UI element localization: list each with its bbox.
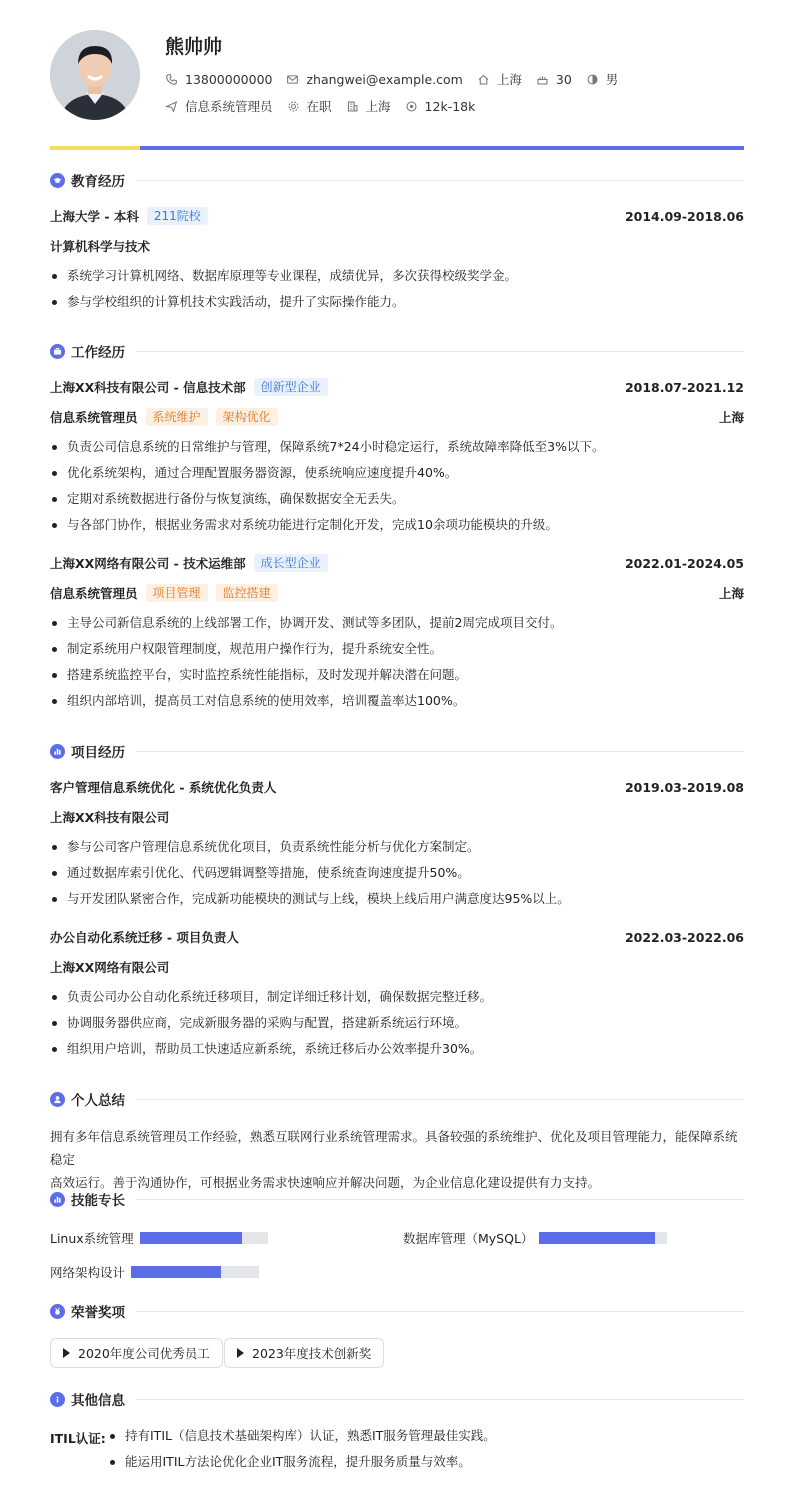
city-text: 上海 bbox=[496, 72, 522, 87]
gender-text: 男 bbox=[605, 72, 619, 87]
status-text: 在职 bbox=[306, 99, 332, 114]
role-tag: 监控搭建 bbox=[216, 584, 278, 602]
major-name: 计算机科学与技术 bbox=[50, 239, 151, 254]
user-icon bbox=[50, 1092, 65, 1107]
education-bullets bbox=[50, 267, 744, 319]
role-name: 信息系统管理员 bbox=[50, 586, 138, 601]
section-header bbox=[50, 1189, 744, 1209]
section-title: 工作经历 bbox=[71, 345, 125, 361]
resume-header bbox=[50, 30, 744, 140]
section-header bbox=[50, 170, 744, 190]
company-tag: 成长型企业 bbox=[254, 554, 328, 572]
list-item: 组织内部培训，提高员工对信息系统的使用效率，培训覆盖率达100%。 bbox=[50, 692, 744, 718]
list-item: 搭建系统监控平台，实时监控系统性能指标，及时发现并解决潜在问题。 bbox=[50, 666, 744, 692]
info-icon bbox=[50, 1392, 65, 1407]
section-title: 项目经历 bbox=[71, 745, 125, 761]
list-item: 定期对系统数据进行备份与恢复演练，确保数据安全无丢失。 bbox=[50, 490, 744, 516]
section-title: 其他信息 bbox=[71, 1393, 125, 1409]
bar-chart-icon bbox=[50, 1192, 65, 1207]
section-title: 教育经历 bbox=[71, 174, 125, 190]
work-role-row bbox=[50, 584, 744, 602]
email-item bbox=[286, 72, 462, 87]
work-role-row bbox=[50, 408, 744, 426]
gender-item bbox=[586, 70, 619, 88]
project-bullets bbox=[50, 838, 744, 916]
work-bullets bbox=[50, 614, 744, 718]
list-item: 与各部门协作，根据业务需求对系统功能进行定制化开发，完成10余项功能模块的升级。 bbox=[50, 516, 744, 542]
project-entry-header bbox=[50, 778, 744, 796]
section-header bbox=[50, 741, 744, 761]
list-item: 系统学习计算机网络、数据库原理等专业课程，成绩优异，多次获得校级奖学金。 bbox=[50, 267, 744, 293]
list-item: 通过数据库索引优化、代码逻辑调整等措施，使系统查询速度提升50%。 bbox=[50, 864, 744, 890]
project-period: 2022.03-2022.06 bbox=[624, 929, 744, 945]
list-item: 协调服务器供应商，完成新服务器的采购与配置，搭建新系统运行环境。 bbox=[50, 1014, 744, 1040]
phone-text: 13800000000 bbox=[185, 71, 273, 87]
project-title: 办公自动化系统迁移 - 项目负责人 bbox=[50, 930, 239, 945]
age-item bbox=[536, 72, 572, 87]
role-tag: 架构优化 bbox=[216, 408, 278, 426]
triangle-icon bbox=[63, 1348, 70, 1358]
skill-bar bbox=[140, 1232, 268, 1244]
list-item: 主导公司新信息系统的上线部署工作，协调开发、测试等多团队，提前2周完成项目交付。 bbox=[50, 614, 744, 640]
work-city-text: 上海 bbox=[365, 99, 391, 114]
section-header bbox=[50, 341, 744, 361]
other-section bbox=[50, 1389, 744, 1469]
education-entry-header bbox=[50, 207, 744, 225]
list-item: 负责公司信息系统的日常维护与管理，保障系统7*24小时稳定运行，系统故障率降低至3%以下。 bbox=[50, 438, 744, 464]
project-title: 客户管理信息系统优化 - 系统优化负责人 bbox=[50, 780, 277, 795]
award-text: 2023年度技术创新奖 bbox=[252, 1346, 372, 1361]
role-tag: 系统维护 bbox=[146, 408, 208, 426]
skill-item bbox=[50, 1263, 259, 1281]
skill-bar bbox=[539, 1232, 667, 1244]
bar-chart-icon bbox=[50, 744, 65, 759]
mail-icon bbox=[286, 73, 299, 86]
project-company: 上海XX科技有限公司 bbox=[50, 810, 170, 825]
list-item: 制定系统用户权限管理制度，规范用户操作行为，提升系统安全性。 bbox=[50, 640, 744, 666]
section-header bbox=[50, 1089, 744, 1109]
job-row bbox=[165, 97, 489, 115]
company-name: 上海XX网络有限公司 - 技术运维部 bbox=[50, 556, 246, 571]
phone-icon bbox=[165, 73, 178, 86]
project-period: 2019.03-2019.08 bbox=[624, 779, 744, 795]
skill-name: 网络架构设计 bbox=[50, 1265, 126, 1280]
summary-text: 拥有多年信息系统管理员工作经验，熟悉互联网行业系统管理需求。具备较强的系统维护、优化及项目管理能力，能保障系统稳定 高效运行。善于沟通协作，可根据业务需求快速响应并解决问题，为企业信息化建设提供有力支持。 bbox=[50, 1129, 738, 1190]
work-entry-header bbox=[50, 378, 744, 396]
skill-name: Linux系统管理 bbox=[50, 1231, 134, 1246]
award-badge bbox=[50, 1338, 223, 1368]
skill-bar-fill bbox=[539, 1232, 654, 1244]
list-item: 持有ITIL（信息技术基础架构库）认证，熟悉IT服务管理最佳实践。 bbox=[108, 1427, 744, 1453]
cake-icon bbox=[536, 73, 549, 86]
header-divider bbox=[50, 146, 744, 150]
gear-icon bbox=[287, 100, 300, 113]
list-item: 组织用户培训，帮助员工快速适应新系统，系统迁移后办公效率提升30%。 bbox=[50, 1040, 744, 1066]
building-icon bbox=[346, 100, 359, 113]
project-bullets bbox=[50, 988, 744, 1066]
section-header bbox=[50, 1301, 744, 1321]
job-item bbox=[165, 97, 273, 115]
candidate-name: 熊帅帅 bbox=[165, 36, 223, 58]
section-header bbox=[50, 1389, 744, 1409]
city-item bbox=[477, 70, 522, 88]
list-item: 参与公司客户管理信息系统优化项目，负责系统性能分析与优化方案制定。 bbox=[50, 838, 744, 864]
triangle-icon bbox=[237, 1348, 244, 1358]
work-city-item bbox=[346, 97, 391, 115]
gender-icon bbox=[586, 73, 599, 86]
award-text: 2020年度公司优秀员工 bbox=[78, 1346, 210, 1361]
work-period: 2018.07-2021.12 bbox=[624, 379, 744, 395]
skill-name: 数据库管理（MySQL） bbox=[403, 1231, 534, 1246]
work-location: 上海 bbox=[718, 586, 744, 601]
skills-section bbox=[50, 1189, 744, 1280]
medal-icon bbox=[50, 1304, 65, 1319]
skill-bar-fill bbox=[131, 1266, 221, 1278]
school-tag: 211院校 bbox=[147, 207, 208, 225]
work-section bbox=[50, 341, 744, 708]
job-text: 信息系统管理员 bbox=[185, 99, 273, 114]
skill-item bbox=[50, 1229, 268, 1247]
send-icon bbox=[165, 100, 178, 113]
salary-item bbox=[405, 99, 476, 114]
skill-item bbox=[403, 1229, 667, 1247]
certification-label: ITIL认证: bbox=[50, 1431, 106, 1446]
section-title: 技能专长 bbox=[71, 1193, 125, 1209]
company-name: 上海XX科技有限公司 - 信息技术部 bbox=[50, 380, 246, 395]
avatar bbox=[50, 30, 140, 120]
coin-icon bbox=[405, 100, 418, 113]
list-item: 能运用ITIL方法论优化企业IT服务流程，提升服务质量与效率。 bbox=[108, 1453, 744, 1479]
certification-bullets bbox=[108, 1427, 744, 1479]
summary-section bbox=[50, 1089, 744, 1190]
home-icon bbox=[477, 73, 490, 86]
list-item: 优化系统架构，通过合理配置服务器资源，使系统响应速度提升40%。 bbox=[50, 464, 744, 490]
briefcase-icon bbox=[50, 344, 65, 359]
phone-item bbox=[165, 72, 272, 87]
salary-text: 12k-18k bbox=[424, 98, 476, 114]
list-item: 参与学校组织的计算机技术实践活动，提升了实际操作能力。 bbox=[50, 293, 744, 319]
status-item bbox=[287, 97, 332, 115]
project-entry-header bbox=[50, 928, 744, 946]
education-section bbox=[50, 170, 744, 309]
work-location: 上海 bbox=[718, 410, 744, 425]
list-item: 与开发团队紧密合作，完成新功能模块的测试与上线，模块上线后用户满意度达95%以上。 bbox=[50, 890, 744, 916]
role-tag: 项目管理 bbox=[146, 584, 208, 602]
work-entry-header bbox=[50, 554, 744, 572]
project-company: 上海XX网络有限公司 bbox=[50, 960, 170, 975]
project-section bbox=[50, 741, 744, 1056]
list-item: 负责公司办公自动化系统迁移项目，制定详细迁移计划，确保数据完整迁移。 bbox=[50, 988, 744, 1014]
contact-row bbox=[165, 70, 632, 88]
award-badge bbox=[224, 1338, 384, 1368]
skill-bar bbox=[131, 1266, 259, 1278]
graduation-cap-icon bbox=[50, 173, 65, 188]
section-title: 个人总结 bbox=[71, 1093, 125, 1109]
company-tag: 创新型企业 bbox=[254, 378, 328, 396]
section-title: 荣誉奖项 bbox=[71, 1305, 125, 1321]
age-text: 30 bbox=[555, 71, 572, 87]
skill-bar-fill bbox=[140, 1232, 242, 1244]
education-period: 2014.09-2018.06 bbox=[624, 208, 744, 224]
school-name: 上海大学 - 本科 bbox=[50, 209, 139, 224]
email-text: zhangwei@example.com bbox=[306, 71, 463, 87]
awards-section bbox=[50, 1301, 744, 1361]
work-bullets bbox=[50, 438, 744, 542]
role-name: 信息系统管理员 bbox=[50, 410, 138, 425]
work-period: 2022.01-2024.05 bbox=[624, 555, 744, 571]
